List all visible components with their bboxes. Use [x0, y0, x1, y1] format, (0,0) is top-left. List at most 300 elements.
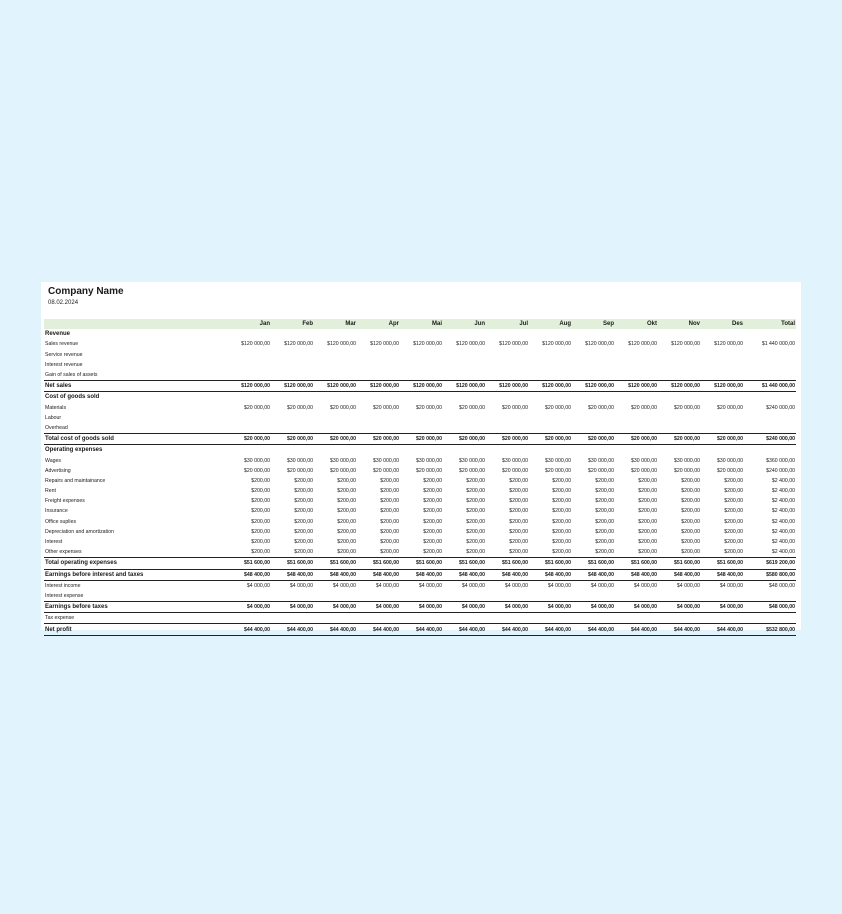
row-label: Other expenses	[45, 549, 82, 556]
table-row	[44, 381, 796, 392]
value-cell	[400, 350, 443, 360]
value-cell: $20 000,00	[400, 434, 443, 445]
value-cell: $200,00	[681, 518, 700, 525]
value-cell: $48 400,00	[615, 569, 658, 580]
value-cell: $200,00	[638, 528, 657, 535]
value-cell	[572, 392, 615, 403]
value-cell	[314, 370, 357, 381]
value-cell: $30 000,00	[631, 457, 657, 464]
value-cell	[744, 350, 796, 360]
value-cell	[443, 350, 486, 360]
value-cell	[400, 613, 443, 624]
value-cell: $120 000,00	[486, 381, 529, 392]
value-cell	[701, 329, 744, 339]
value-cell	[572, 350, 615, 360]
value-cell	[529, 445, 572, 456]
value-cell: $200,00	[380, 549, 399, 556]
table-body	[44, 329, 796, 635]
row-label: Advertising	[45, 467, 71, 474]
value-cell: $48 400,00	[572, 569, 615, 580]
row-label: Interest revenue	[45, 361, 83, 368]
value-cell: $200,00	[423, 539, 442, 546]
value-cell	[314, 613, 357, 624]
value-cell: $200,00	[509, 477, 528, 484]
value-cell: $48 400,00	[658, 569, 701, 580]
value-cell: $200,00	[294, 498, 313, 505]
value-cell	[529, 392, 572, 403]
value-cell: $20 000,00	[529, 434, 572, 445]
value-cell	[486, 613, 529, 624]
income-statement-sheet	[41, 282, 801, 633]
value-cell: $120 000,00	[370, 341, 399, 348]
value-cell	[572, 445, 615, 456]
value-cell: $20 000,00	[486, 434, 529, 445]
value-cell: $48 400,00	[701, 569, 744, 580]
value-cell	[443, 413, 486, 423]
value-cell	[314, 445, 357, 456]
row-label: Net profit	[44, 624, 228, 635]
value-cell	[744, 329, 796, 339]
value-cell: $200,00	[380, 508, 399, 515]
value-cell	[572, 613, 615, 624]
row-label: Overhead	[45, 424, 68, 431]
value-cell	[615, 423, 658, 434]
value-cell: $200,00	[337, 498, 356, 505]
value-cell: $44 400,00	[314, 624, 357, 635]
table-row	[44, 466, 796, 476]
value-cell: $200,00	[595, 477, 614, 484]
value-cell: $240 000,00	[766, 467, 795, 474]
value-cell	[400, 413, 443, 423]
value-cell	[744, 370, 796, 381]
row-label: Materials	[45, 404, 67, 411]
value-cell: $4 000,00	[590, 582, 614, 589]
value-cell: $120 000,00	[499, 341, 528, 348]
value-cell: $4 000,00	[658, 602, 701, 613]
value-cell: $200,00	[380, 477, 399, 484]
value-cell: $4 000,00	[418, 582, 442, 589]
value-cell	[701, 445, 744, 456]
value-cell	[228, 360, 271, 370]
value-cell: $44 400,00	[529, 624, 572, 635]
value-cell: $4 000,00	[547, 582, 571, 589]
value-cell: $240 000,00	[766, 404, 795, 411]
value-cell: $200,00	[681, 477, 700, 484]
column-header-feb: Feb	[271, 319, 314, 329]
value-cell	[486, 591, 529, 602]
value-cell: $120 000,00	[284, 341, 313, 348]
value-cell: $120 000,00	[542, 341, 571, 348]
value-cell	[271, 360, 314, 370]
value-cell	[701, 370, 744, 381]
column-header-des: Des	[701, 319, 744, 329]
value-cell	[658, 360, 701, 370]
value-cell: $20 000,00	[588, 467, 614, 474]
value-cell: $120 000,00	[529, 381, 572, 392]
table-row	[44, 624, 796, 635]
value-cell	[314, 329, 357, 339]
value-cell: $44 400,00	[486, 624, 529, 635]
row-label: Office suplies	[45, 518, 77, 525]
value-cell	[400, 370, 443, 381]
value-cell	[314, 423, 357, 434]
value-cell: $200,00	[509, 539, 528, 546]
value-cell: $2 400,00	[771, 518, 795, 525]
value-cell: $20 000,00	[717, 404, 743, 411]
value-cell: $4 000,00	[719, 582, 743, 589]
value-cell: $20 000,00	[373, 467, 399, 474]
value-cell: $51 600,00	[443, 558, 486, 569]
value-cell	[486, 370, 529, 381]
value-cell	[615, 413, 658, 423]
value-cell	[529, 360, 572, 370]
value-cell	[658, 591, 701, 602]
table-row	[44, 329, 796, 339]
value-cell	[486, 392, 529, 403]
value-cell: $20 000,00	[330, 404, 356, 411]
value-cell: $200,00	[294, 528, 313, 535]
value-cell	[400, 445, 443, 456]
value-cell: $120 000,00	[572, 381, 615, 392]
value-cell	[443, 613, 486, 624]
value-cell	[271, 613, 314, 624]
value-cell	[529, 413, 572, 423]
value-cell: $30 000,00	[330, 457, 356, 464]
row-label: Depreciation and amortization	[45, 528, 114, 535]
value-cell: $200,00	[552, 498, 571, 505]
table-row	[44, 455, 796, 465]
value-cell: $48 400,00	[357, 569, 400, 580]
value-cell: $51 600,00	[658, 558, 701, 569]
value-cell: $200,00	[724, 518, 743, 525]
value-cell: $200,00	[552, 508, 571, 515]
value-cell: $120 000,00	[456, 341, 485, 348]
value-cell	[615, 392, 658, 403]
column-header-mai: Mai	[400, 319, 443, 329]
value-cell	[615, 360, 658, 370]
table-row	[44, 537, 796, 547]
row-label: Interest expense	[45, 592, 84, 599]
row-label: Earnings before interest and taxes	[44, 569, 228, 580]
column-header-jan: Jan	[228, 319, 271, 329]
value-cell: $20 000,00	[502, 404, 528, 411]
value-cell	[228, 370, 271, 381]
value-cell	[658, 613, 701, 624]
value-cell	[271, 413, 314, 423]
value-cell: $4 000,00	[529, 602, 572, 613]
value-cell: $200,00	[638, 508, 657, 515]
value-cell: $20 000,00	[658, 434, 701, 445]
value-cell: $20 000,00	[631, 404, 657, 411]
value-cell: $30 000,00	[588, 457, 614, 464]
value-cell: $48 000,00	[744, 602, 796, 613]
value-cell	[744, 613, 796, 624]
value-cell: $51 600,00	[357, 558, 400, 569]
value-cell: $200,00	[251, 549, 270, 556]
row-label: Labour	[45, 414, 62, 421]
table-row	[44, 360, 796, 370]
table-row	[44, 350, 796, 360]
value-cell: $44 400,00	[658, 624, 701, 635]
value-cell: $48 400,00	[228, 569, 271, 580]
value-cell	[443, 329, 486, 339]
value-cell: $200,00	[681, 539, 700, 546]
value-cell: $200,00	[724, 549, 743, 556]
value-cell: $200,00	[724, 488, 743, 495]
value-cell: $2 400,00	[771, 508, 795, 515]
value-cell: $20 000,00	[271, 434, 314, 445]
value-cell	[443, 370, 486, 381]
value-cell	[529, 370, 572, 381]
value-cell: $4 000,00	[676, 582, 700, 589]
value-cell: $200,00	[294, 477, 313, 484]
value-cell	[701, 360, 744, 370]
table-row	[44, 613, 796, 624]
value-cell: $200,00	[595, 549, 614, 556]
value-cell: $200,00	[294, 539, 313, 546]
table-row	[44, 496, 796, 506]
value-cell: $200,00	[595, 508, 614, 515]
table-row	[44, 392, 796, 403]
value-cell	[572, 370, 615, 381]
value-cell: $20 000,00	[244, 404, 270, 411]
value-cell: $4 000,00	[332, 582, 356, 589]
value-cell: $200,00	[466, 498, 485, 505]
value-cell: $200,00	[380, 488, 399, 495]
table-row	[44, 569, 796, 580]
value-cell: $120 000,00	[271, 381, 314, 392]
row-label: Net sales	[44, 381, 228, 392]
value-cell: $200,00	[380, 518, 399, 525]
column-header-nov: Nov	[658, 319, 701, 329]
value-cell: $48 400,00	[314, 569, 357, 580]
value-cell: $200,00	[724, 539, 743, 546]
value-cell: $200,00	[251, 539, 270, 546]
value-cell: $4 000,00	[461, 582, 485, 589]
value-cell: $30 000,00	[416, 457, 442, 464]
value-cell	[228, 413, 271, 423]
column-header-jun: Jun	[443, 319, 486, 329]
value-cell	[658, 350, 701, 360]
value-cell: $200,00	[251, 477, 270, 484]
value-cell: $20 000,00	[631, 467, 657, 474]
value-cell	[443, 445, 486, 456]
value-cell: $20 000,00	[545, 467, 571, 474]
value-cell	[572, 591, 615, 602]
value-cell: $30 000,00	[502, 457, 528, 464]
value-cell: $20 000,00	[416, 467, 442, 474]
value-cell	[314, 413, 357, 423]
value-cell: $200,00	[509, 508, 528, 515]
table-row	[44, 591, 796, 602]
value-cell	[357, 350, 400, 360]
value-cell: $48 400,00	[486, 569, 529, 580]
value-cell: $200,00	[509, 528, 528, 535]
value-cell	[443, 392, 486, 403]
value-cell	[658, 423, 701, 434]
value-cell	[529, 423, 572, 434]
value-cell: $120 000,00	[443, 381, 486, 392]
value-cell	[271, 392, 314, 403]
value-cell: $200,00	[595, 528, 614, 535]
table-row	[44, 434, 796, 445]
value-cell	[529, 613, 572, 624]
value-cell: $200,00	[380, 539, 399, 546]
value-cell: $200,00	[423, 528, 442, 535]
value-cell: $200,00	[681, 549, 700, 556]
value-cell: $120 000,00	[658, 381, 701, 392]
value-cell	[615, 329, 658, 339]
value-cell	[357, 360, 400, 370]
value-cell: $2 400,00	[771, 539, 795, 546]
value-cell: $120 000,00	[314, 381, 357, 392]
value-cell	[529, 591, 572, 602]
value-cell	[357, 613, 400, 624]
value-cell: $200,00	[681, 508, 700, 515]
value-cell: $200,00	[337, 528, 356, 535]
value-cell: $20 000,00	[572, 434, 615, 445]
value-cell: $200,00	[552, 488, 571, 495]
value-cell	[314, 350, 357, 360]
value-cell: $4 000,00	[289, 582, 313, 589]
value-cell	[357, 445, 400, 456]
value-cell: $200,00	[724, 528, 743, 535]
value-cell: $200,00	[638, 488, 657, 495]
value-cell: $200,00	[337, 488, 356, 495]
value-cell: $120 000,00	[585, 341, 614, 348]
value-cell: $51 600,00	[400, 558, 443, 569]
value-cell: $200,00	[423, 498, 442, 505]
value-cell: $30 000,00	[373, 457, 399, 464]
value-cell	[443, 360, 486, 370]
table-row	[44, 580, 796, 591]
value-cell	[486, 350, 529, 360]
value-cell: $20 000,00	[674, 404, 700, 411]
value-cell	[701, 423, 744, 434]
value-cell: $4 000,00	[504, 582, 528, 589]
value-cell	[615, 613, 658, 624]
value-cell	[357, 392, 400, 403]
value-cell	[357, 413, 400, 423]
value-cell	[744, 445, 796, 456]
value-cell: $200,00	[681, 528, 700, 535]
value-cell	[486, 423, 529, 434]
value-cell: $200,00	[294, 549, 313, 556]
value-cell: $120 000,00	[241, 341, 270, 348]
value-cell: $51 600,00	[271, 558, 314, 569]
value-cell: $20 000,00	[459, 467, 485, 474]
value-cell	[228, 445, 271, 456]
value-cell: $4 000,00	[357, 602, 400, 613]
value-cell: $20 000,00	[314, 434, 357, 445]
value-cell: $30 000,00	[717, 457, 743, 464]
value-cell: $200,00	[638, 549, 657, 556]
column-header-apr: Apr	[357, 319, 400, 329]
row-label: Total cost of goods sold	[44, 434, 228, 445]
value-cell: $120 000,00	[628, 341, 657, 348]
value-cell	[744, 360, 796, 370]
company-name: Company Name	[48, 286, 124, 297]
value-cell: $30 000,00	[674, 457, 700, 464]
value-cell: $1 440 000,00	[761, 341, 795, 348]
value-cell	[701, 350, 744, 360]
statement-date: 08.02.2024	[48, 300, 79, 306]
value-cell: $200,00	[681, 488, 700, 495]
table-row	[44, 370, 796, 381]
value-cell: $200,00	[251, 528, 270, 535]
header-label-cell	[44, 319, 228, 329]
table-row	[44, 517, 796, 527]
value-cell: $51 600,00	[529, 558, 572, 569]
table-row	[44, 558, 796, 569]
value-cell: $20 000,00	[615, 434, 658, 445]
value-cell: $20 000,00	[545, 404, 571, 411]
row-label: Interest	[45, 539, 63, 546]
value-cell: $200,00	[423, 549, 442, 556]
table-row	[44, 476, 796, 486]
value-cell: $200,00	[466, 508, 485, 515]
value-cell: $120 000,00	[413, 341, 442, 348]
value-cell: $51 600,00	[228, 558, 271, 569]
value-cell	[658, 445, 701, 456]
value-cell: $4 000,00	[701, 602, 744, 613]
value-cell: $20 000,00	[357, 434, 400, 445]
value-cell: $200,00	[380, 528, 399, 535]
value-cell	[658, 329, 701, 339]
value-cell	[357, 591, 400, 602]
value-cell: $200,00	[638, 477, 657, 484]
value-cell: $4 000,00	[228, 602, 271, 613]
value-cell: $200,00	[251, 508, 270, 515]
table-row	[44, 506, 796, 516]
value-cell	[228, 392, 271, 403]
value-cell: $4 000,00	[443, 602, 486, 613]
row-label: Tax expense	[45, 615, 75, 622]
table-row	[44, 403, 796, 413]
value-cell	[357, 329, 400, 339]
table-row	[44, 486, 796, 496]
column-header-sep: Sep	[572, 319, 615, 329]
column-header-aug: Aug	[529, 319, 572, 329]
value-cell: $200,00	[466, 477, 485, 484]
row-label: Operating expenses	[45, 447, 103, 454]
value-cell: $48 400,00	[400, 569, 443, 580]
value-cell: $200,00	[509, 518, 528, 525]
value-cell: $200,00	[294, 518, 313, 525]
value-cell: $200,00	[294, 508, 313, 515]
value-cell	[658, 370, 701, 381]
value-cell	[701, 613, 744, 624]
value-cell: $20 000,00	[443, 434, 486, 445]
value-cell: $51 600,00	[615, 558, 658, 569]
row-label: Rent	[45, 488, 56, 495]
value-cell: $44 400,00	[572, 624, 615, 635]
value-cell	[701, 392, 744, 403]
value-cell: $4 000,00	[400, 602, 443, 613]
value-cell: $200,00	[552, 539, 571, 546]
value-cell	[400, 360, 443, 370]
value-cell: $200,00	[251, 488, 270, 495]
value-cell	[314, 392, 357, 403]
value-cell: $48 000,00	[769, 582, 795, 589]
value-cell: $120 000,00	[357, 381, 400, 392]
column-header-jul: Jul	[486, 319, 529, 329]
value-cell: $48 400,00	[529, 569, 572, 580]
value-cell: $200,00	[423, 477, 442, 484]
row-label: Wages	[45, 457, 61, 464]
value-cell: $51 600,00	[314, 558, 357, 569]
value-cell: $20 000,00	[717, 467, 743, 474]
